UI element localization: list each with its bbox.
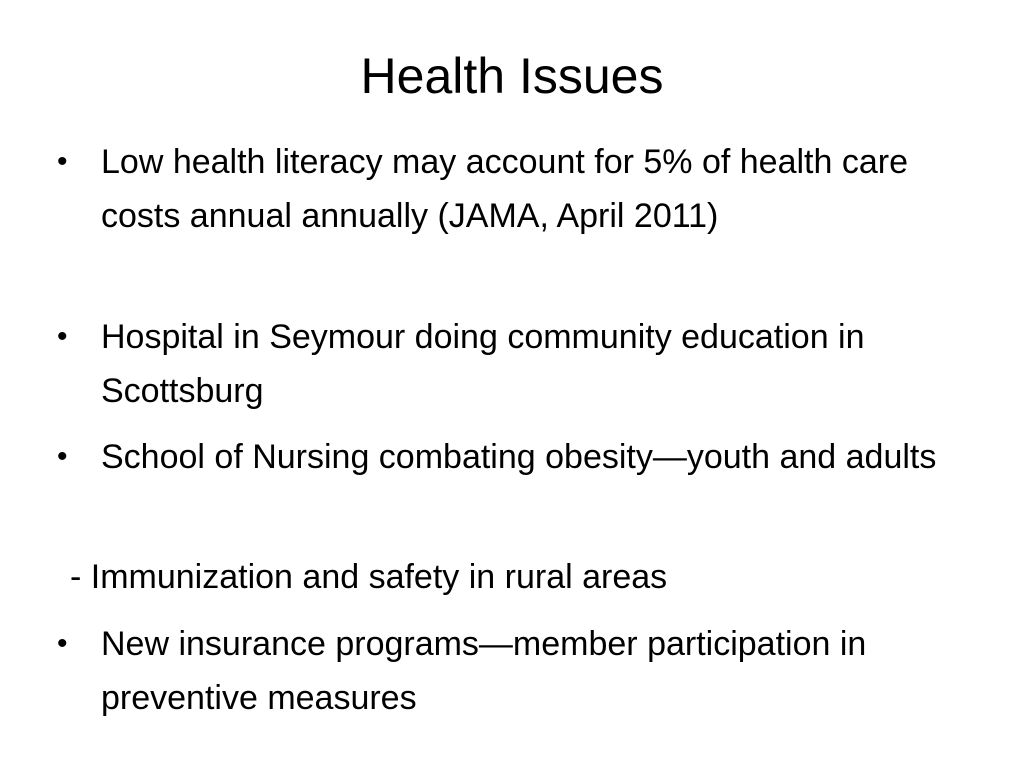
sub-item-text: - Immunization and safety in rural areas <box>70 558 668 596</box>
bullet-dot-icon: • <box>57 145 68 178</box>
bullet-item-low-health-literacy <box>57 135 981 243</box>
bullet-dot-icon: • <box>57 320 68 353</box>
bullet-text: School of Nursing combating obesity—youth and adults <box>101 438 937 476</box>
bullet-item-hospital-seymour <box>57 310 981 418</box>
bullet-item-insurance-programs <box>57 617 981 725</box>
sub-item-immunization <box>70 550 950 604</box>
slide-title: Health Issues <box>360 48 664 104</box>
bullet-text: Hospital in Seymour doing community education in Scottsburg <box>101 318 865 410</box>
bullet-text: Low health literacy may account for 5% of health care costs annual annually (JAMA, April 2011) <box>101 143 908 235</box>
bullet-item-school-of-nursing <box>57 430 981 484</box>
bullet-text: New insurance programs—member participation in preventive measures <box>101 625 867 717</box>
bullet-dot-icon: • <box>57 627 68 660</box>
bullet-dot-icon: • <box>57 440 68 473</box>
